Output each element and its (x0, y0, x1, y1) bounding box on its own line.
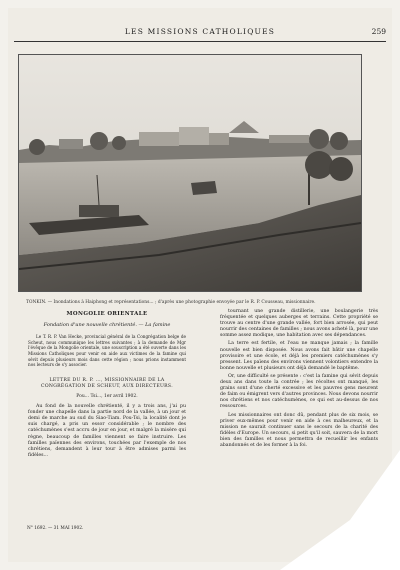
intro-paragraph: Le T. R. P. Van Hecke, provincial général de la Congrégation belge de Scheut, nous communique les lettres suivantes ; à la demande de Mgr l'évêque de la Mongolie orientale, une souscription a été ouverte dans les Missions Catholiques pour venir en aide aux victimes de la famine qui sévit depuis plusieurs mois dans cette région ; nous prions instamment nos lecteurs de s'y associer. (28, 334, 186, 368)
right-paragraph-1: tournant une grande distillerie, une boulangerie très fréquentée et quelques auberges et terrains. Cette propriété se trouve au centre d'une grande vallée, fort bien arrosée, qui peut nourrir des centaines de familles ; nous avons acheté là, pour une somme assez modique, une habitation avec ses dépendances. (220, 309, 378, 339)
page-number: 259 (371, 27, 386, 36)
issue-footer: N° 1692. — 31 MAI 1902. (27, 526, 84, 531)
figure-caption: TONKIN. — Inondations à Haiphong et représentations... ; d'après une photographie envoyée par le R. P. Cousseau, missionnaire. (26, 300, 316, 305)
torn-corner (280, 450, 400, 570)
right-paragraph-3: Or, une difficulté se présente : c'est la famine qui sévit depuis deux ans dans toute la contrée ; les récoltes ont manqué, les grains sont d'une cherté excessive et les pauvres gens meurent de faim ou émigrent vers d'autres provinces. Nous devons nourrir nos chrétiens et nos catéchumènes, ce qui est au-dessus de nos ressources. (220, 373, 378, 410)
right-paragraph-4: Les missionnaires ont donc dû, pendant plus de six mois, se priver eux-mêmes pour venir en aide à ces malheureux, et la mission ne saurait continuer sans le secours de la charité des fidèles d'Europe. Un secours, si petit qu'il soit, sauvera de la mort bien des familles et nous permettra de recueillir les enfants abandonnés et de les former à la foi. (220, 412, 378, 448)
letter-date: Pou... Tsi..., 1er avril 1902. (76, 393, 138, 399)
journal-title: LES MISSIONS CATHOLIQUES (124, 27, 276, 36)
section-subhead: Fondation d'une nouvelle chrétienté. — La famine (43, 322, 171, 329)
river-photograph (18, 54, 362, 292)
letter-body: Au fond de la nouvelle chrétienté, il y a trois ans, j'ai pu fonder une chapelle dans la partie nord de la vallée, à un jour et demi de marche au sud du Siao-Tiam. Pou-Tsi, la localité dont je suis chargé, a pris un essor considérable ; le nombre des catéchumènes s'est accru de jour en jour, et malgré la misère qui règne, beaucoup de familles viennent se faire instruire. Les familles païennes des environs, touchées par l'exemple de nos chrétiens, demandent à leur tour à être admises parmi les fidèles... (28, 404, 186, 458)
letter-heading: LETTRE DU R. P. ..., MISSIONNAIRE DE LA CONGRÉGATION DE SCHEUT, AUX DIRECTEURS. (41, 377, 173, 389)
running-header (14, 27, 386, 39)
right-column (220, 309, 378, 451)
right-paragraph-2: La terre est fertile, et l'eau ne manque jamais ; la famille nouvelle est bien disposée. Nous avons fait bâtir une chapelle provisoire et une école, et déjà les premiers catéchumènes s'y pressent. Les païens des environs viennent volontiers entendre la bonne nouvelle et plusieurs ont déjà demandé le baptême. (220, 341, 378, 371)
left-column (28, 309, 186, 461)
section-title: MONGOLIE ORIENTALE (66, 311, 148, 317)
header-rule (14, 41, 386, 42)
